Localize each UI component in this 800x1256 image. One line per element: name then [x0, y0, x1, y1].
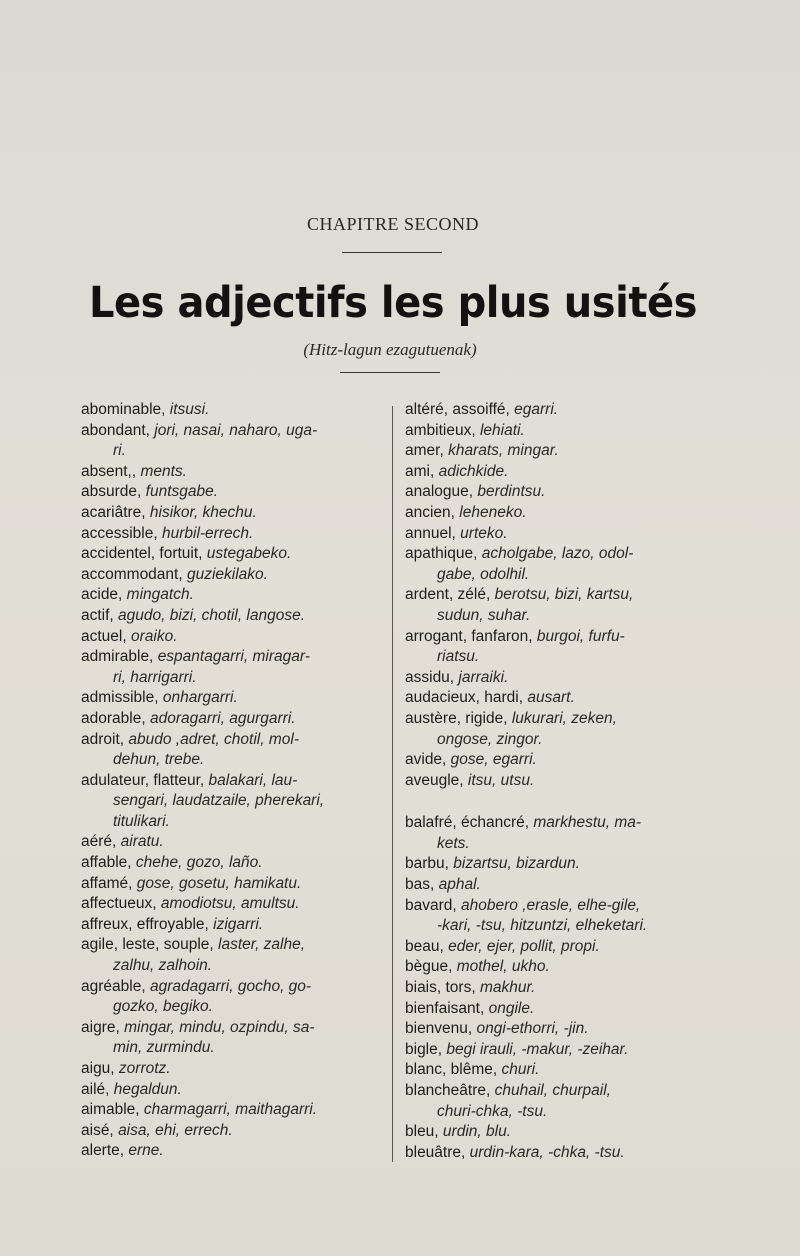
basque-translation: izigarri. — [213, 915, 264, 933]
basque-translation: ri. — [113, 442, 126, 460]
french-word: adulateur, flatteur, — [81, 771, 209, 789]
basque-translation: sudun, suhar. — [437, 606, 531, 624]
french-word: bleuâtre, — [405, 1143, 470, 1161]
entry-line — [405, 957, 703, 978]
basque-translation: gose, gosetu, hamikatu. — [136, 874, 302, 892]
french-word: admirable, — [81, 648, 158, 666]
basque-translation: berotsu, bizi, kartsu, — [494, 586, 634, 604]
french-word: beau, — [405, 937, 449, 955]
basque-translation: mingar, mindu, ozpindu, sa- — [124, 1018, 315, 1036]
entry-line — [81, 915, 381, 936]
basque-translation: leheneko. — [459, 503, 527, 521]
french-word: ambitieux, — [405, 421, 480, 439]
dictionary-entry — [81, 1100, 381, 1121]
basque-translation: kharats, mingar. — [448, 442, 559, 460]
french-word: amer, — [405, 442, 449, 460]
dictionary-entry — [81, 853, 381, 874]
entry-line — [81, 688, 381, 709]
entry-line — [405, 421, 703, 442]
dictionary-entry — [405, 585, 703, 626]
french-word: annuel, — [405, 524, 461, 542]
dictionary-entry — [81, 462, 381, 483]
dictionary-entry — [81, 977, 381, 1018]
basque-translation: egarri. — [514, 401, 559, 418]
dictionary-entry — [81, 1059, 381, 1080]
basque-translation: hegaldun. — [113, 1080, 182, 1098]
french-word: admissible, — [81, 689, 163, 707]
dictionary-entry — [405, 668, 703, 689]
dictionary-entry — [81, 421, 381, 462]
right-column — [405, 400, 703, 1163]
basque-translation: burgoi, furfu- — [536, 627, 625, 645]
entry-line — [405, 1081, 703, 1102]
basque-translation: chuhail, churpail, — [494, 1082, 611, 1099]
entry-line — [81, 832, 381, 853]
entry-line — [81, 462, 381, 483]
dictionary-entry — [81, 1018, 381, 1059]
entry-line — [405, 688, 703, 709]
basque-translation: -kari, -tsu, hitzuntzi, elheketari. — [437, 917, 648, 935]
french-word: affectueux, — [81, 895, 161, 913]
dictionary-entry — [81, 565, 381, 586]
basque-translation: amodiotsu, amultsu. — [160, 895, 300, 913]
basque-translation: lehiati. — [479, 421, 525, 439]
dictionary-entry — [405, 627, 703, 668]
basque-translation: makhur. — [479, 979, 536, 997]
basque-translation: oraiko. — [130, 627, 178, 645]
dictionary-entry — [405, 875, 703, 896]
page-subtitle: (Hitz-lagun ezagutuenak) — [303, 340, 477, 359]
entry-line — [405, 978, 703, 999]
basque-translation: laster, zalhe, — [218, 936, 306, 954]
basque-translation: ongi-ethorri, -jin. — [476, 1020, 589, 1038]
dictionary-entry — [81, 915, 381, 936]
dictionary-entry — [405, 771, 703, 792]
dictionary-entry — [81, 894, 381, 915]
entry-line — [405, 462, 703, 483]
french-word: aigre, — [81, 1018, 125, 1036]
entry-continuation — [405, 730, 703, 751]
entry-line — [405, 585, 703, 606]
french-word: aveugle, — [405, 771, 468, 789]
dictionary-entry — [81, 1141, 381, 1162]
dictionary-entry — [405, 544, 703, 585]
dictionary-entry — [405, 709, 703, 750]
basque-translation: eder, ejer, pollit, propi. — [448, 937, 600, 955]
french-word: abominable, — [81, 401, 170, 418]
dictionary-entry — [405, 896, 703, 937]
basque-translation: charmagarri, maithagarri. — [143, 1101, 318, 1119]
entry-line — [405, 896, 703, 917]
french-word: arrogant, fanfaron, — [405, 627, 537, 645]
dictionary-entry — [81, 730, 381, 771]
entry-continuation — [81, 668, 381, 689]
entry-line — [81, 606, 381, 627]
basque-translation: titulikari. — [113, 812, 170, 830]
basque-translation: begi irauli, -makur, -zeihar. — [446, 1040, 629, 1058]
french-word: biais, tors, — [405, 979, 480, 997]
dictionary-entry — [81, 544, 381, 565]
entry-line — [405, 813, 703, 834]
entry-continuation — [405, 916, 703, 937]
entry-line — [81, 730, 381, 751]
entry-line — [405, 1143, 703, 1164]
dictionary-entry — [81, 585, 381, 606]
entry-line — [81, 709, 381, 730]
entry-line — [81, 585, 381, 606]
basque-translation: hisikor, khechu. — [149, 503, 257, 521]
french-word: affable, — [81, 854, 136, 872]
dictionary-entry — [405, 1019, 703, 1040]
french-word: bienfaisant, — [405, 999, 489, 1017]
dictionary-entry — [405, 1122, 703, 1143]
entry-line — [81, 1141, 381, 1162]
basque-translation: urdin, blu. — [442, 1123, 511, 1141]
french-word: assidu, — [405, 668, 459, 686]
french-word: accessible, — [81, 524, 162, 542]
entry-line — [405, 937, 703, 958]
basque-translation: aisa, ehi, errech. — [118, 1121, 233, 1139]
french-word: agréable, — [81, 977, 150, 995]
entry-line — [81, 524, 381, 545]
right-column-b-group — [405, 813, 703, 1163]
entry-line — [81, 400, 381, 421]
entry-continuation — [405, 565, 703, 586]
basque-translation: adichkide. — [438, 462, 509, 480]
entry-line — [81, 647, 381, 668]
basque-translation: kets. — [437, 834, 470, 852]
entry-line — [405, 854, 703, 875]
french-word: adorable, — [81, 709, 150, 727]
french-word: ardent, zélé, — [405, 586, 495, 604]
entry-line — [81, 894, 381, 915]
dictionary-entry — [405, 978, 703, 999]
french-word: abondant, — [81, 421, 155, 439]
french-word: bigle, — [405, 1040, 447, 1058]
right-column-a-group — [405, 400, 703, 791]
entry-continuation — [81, 1038, 381, 1059]
entry-line — [81, 1059, 381, 1080]
entry-line — [405, 1040, 703, 1061]
left-column — [81, 400, 381, 1162]
entry-continuation — [81, 812, 381, 833]
french-word: affamé, — [81, 874, 137, 892]
entry-continuation — [405, 606, 703, 627]
basque-translation: mothel, ukho. — [456, 958, 550, 976]
dictionary-entry — [405, 813, 703, 854]
french-word: analogue, — [405, 483, 478, 501]
basque-translation: jori, nasai, naharo, uga- — [154, 421, 318, 439]
dictionary-entry — [81, 524, 381, 545]
basque-translation: ongile. — [488, 999, 535, 1017]
basque-translation: churi. — [501, 1061, 540, 1079]
entry-continuation — [405, 647, 703, 668]
dictionary-entry — [81, 1121, 381, 1142]
french-word: bas, — [405, 876, 439, 894]
entry-line — [405, 771, 703, 792]
page-title: Les adjectifs les plus usités — [88, 278, 698, 328]
basque-translation: lukurari, zeken, — [511, 709, 617, 727]
basque-translation: riatsu. — [437, 648, 480, 666]
entry-line — [405, 1060, 703, 1081]
dictionary-entry — [405, 441, 703, 462]
entry-continuation — [81, 441, 381, 462]
basque-translation: acholgabe, lazo, odol- — [481, 545, 634, 563]
basque-translation: guziekilako. — [186, 565, 268, 583]
dictionary-entry — [405, 421, 703, 442]
entry-line — [81, 503, 381, 524]
entry-line — [81, 1018, 381, 1039]
basque-translation: aphal. — [438, 876, 481, 894]
basque-translation: balakari, lau- — [208, 771, 298, 789]
basque-translation: berdintsu. — [477, 483, 546, 501]
basque-translation: itsusi. — [169, 401, 210, 418]
entry-line — [405, 627, 703, 648]
french-word: austère, rigide, — [405, 709, 512, 727]
entry-line — [405, 524, 703, 545]
basque-translation: min, zurmindu. — [113, 1039, 215, 1057]
french-word: accommodant, — [81, 565, 187, 583]
dictionary-entry — [405, 1143, 703, 1164]
entry-line — [81, 1100, 381, 1121]
basque-translation: gose, egarri. — [450, 751, 537, 769]
section-gap — [405, 791, 703, 813]
french-word: absent,, — [81, 462, 141, 480]
entry-continuation — [81, 997, 381, 1018]
dictionary-entry — [81, 482, 381, 503]
french-word: bienvenu, — [405, 1020, 477, 1038]
entry-continuation — [81, 750, 381, 771]
dictionary-entry — [405, 688, 703, 709]
french-word: audacieux, hardi, — [405, 689, 528, 707]
basque-translation: urdin-kara, -chka, -tsu. — [469, 1143, 625, 1161]
basque-translation: onhargarri. — [162, 689, 238, 707]
basque-translation: ri, harrigarri. — [113, 668, 197, 686]
dictionary-entry — [81, 1080, 381, 1101]
column-separator — [392, 406, 393, 1162]
basque-translation: ausart. — [527, 689, 575, 707]
dictionary-entry — [81, 606, 381, 627]
basque-translation: zalhu, zalhoin. — [113, 957, 213, 975]
french-word: aimable, — [81, 1101, 144, 1119]
entry-line — [405, 1122, 703, 1143]
french-word: aisé, — [81, 1121, 119, 1139]
dictionary-entry — [405, 750, 703, 771]
dictionary-entry — [405, 462, 703, 483]
basque-translation: agudo, bizi, chotil, langose. — [118, 606, 306, 624]
dictionary-entry — [405, 400, 703, 421]
basque-translation: chehe, gozo, laño. — [135, 854, 263, 872]
dictionary-entry — [81, 503, 381, 524]
basque-translation: dehun, trebe. — [113, 751, 205, 769]
french-word: alerte, — [81, 1142, 129, 1160]
entry-line — [405, 544, 703, 565]
chapter-heading: CHAPITRE SECOND — [306, 214, 479, 234]
french-word: affreux, effroyable, — [81, 915, 214, 933]
basque-translation: ongose, zingor. — [437, 730, 543, 748]
basque-translation: agradagarri, gocho, go- — [149, 977, 312, 995]
basque-translation: bizartsu, bizardun. — [453, 855, 580, 873]
french-word: actuel, — [81, 627, 131, 645]
french-word: adroit, — [81, 730, 129, 748]
dictionary-entry — [81, 627, 381, 648]
french-word: aéré, — [81, 833, 121, 851]
entry-line — [81, 771, 381, 792]
entry-continuation — [81, 956, 381, 977]
basque-translation: ments. — [140, 462, 187, 480]
basque-translation: espantagarri, miragar- — [157, 648, 310, 666]
entry-line — [405, 400, 703, 421]
entry-line — [81, 874, 381, 895]
dictionary-entry — [81, 935, 381, 976]
dictionary-entry — [405, 999, 703, 1020]
basque-translation: markhestu, ma- — [533, 814, 642, 832]
dictionary-entry — [81, 709, 381, 730]
entry-line — [81, 977, 381, 998]
subtitle-divider — [340, 372, 440, 373]
dictionary-entry — [81, 874, 381, 895]
basque-translation: ustegabeko. — [206, 545, 292, 563]
entry-line — [405, 1019, 703, 1040]
dictionary-entry — [81, 832, 381, 853]
dictionary-entry — [405, 937, 703, 958]
french-word: avide, — [405, 751, 451, 769]
french-word: acide, — [81, 586, 127, 604]
dictionary-entry — [81, 400, 381, 421]
basque-translation: itsu, utsu. — [467, 771, 535, 789]
french-word: acariâtre, — [81, 503, 150, 521]
entry-line — [405, 709, 703, 730]
basque-translation: gozko, begiko. — [113, 998, 213, 1016]
entry-line — [81, 1080, 381, 1101]
dictionary-entry — [81, 771, 381, 833]
basque-translation: abudo ,adret, chotil, mol- — [128, 730, 299, 748]
basque-translation: airatu. — [120, 833, 164, 851]
entry-line — [405, 668, 703, 689]
dictionary-entry — [405, 482, 703, 503]
entry-continuation — [405, 1102, 703, 1123]
french-word: blanc, blême, — [405, 1061, 502, 1079]
basque-translation: zorrotz. — [118, 1060, 171, 1077]
entry-line — [81, 1121, 381, 1142]
basque-translation: mingatch. — [126, 586, 194, 604]
entry-line — [405, 441, 703, 462]
french-word: actif, — [81, 606, 119, 624]
basque-translation: erne. — [128, 1142, 164, 1160]
french-word: aigu, — [81, 1060, 119, 1077]
basque-translation: urteko. — [460, 524, 508, 542]
top-divider — [342, 252, 442, 253]
french-word: ancien, — [405, 503, 460, 521]
entry-line — [405, 750, 703, 771]
french-word: absurde, — [81, 483, 146, 501]
french-word: blancheâtre, — [405, 1082, 495, 1099]
basque-translation: funtsgabe. — [145, 483, 219, 501]
entry-line — [81, 482, 381, 503]
french-word: bègue, — [405, 958, 457, 976]
basque-translation: adoragarri, agurgarri. — [149, 709, 296, 727]
entry-line — [81, 627, 381, 648]
entry-line — [81, 544, 381, 565]
entry-line — [81, 421, 381, 442]
dictionary-entry — [405, 1040, 703, 1061]
dictionary-entry — [405, 524, 703, 545]
entry-line — [405, 999, 703, 1020]
dictionary-entry — [405, 1060, 703, 1081]
basque-translation: churi-chka, -tsu. — [437, 1102, 548, 1120]
dictionary-entry — [405, 854, 703, 875]
french-word: bleu, — [405, 1123, 443, 1141]
entry-line — [81, 853, 381, 874]
entry-continuation — [405, 834, 703, 855]
basque-translation: hurbil-errech. — [161, 524, 254, 542]
french-word: apathique, — [405, 545, 482, 563]
entry-line — [405, 503, 703, 524]
basque-translation: jarraiki. — [458, 668, 509, 686]
french-word: ami, — [405, 462, 439, 480]
entry-continuation — [81, 791, 381, 812]
basque-translation: gabe, odolhil. — [437, 565, 530, 583]
french-word: barbu, — [405, 855, 454, 873]
entry-line — [405, 482, 703, 503]
dictionary-entry — [405, 1081, 703, 1122]
dictionary-entry — [405, 503, 703, 524]
french-word: bavard, — [405, 896, 462, 914]
french-word: ailé, — [81, 1080, 114, 1098]
dictionary-entry — [81, 647, 381, 688]
dictionary-entry — [405, 957, 703, 978]
french-word: agile, leste, souple, — [81, 936, 219, 954]
entry-line — [81, 565, 381, 586]
dictionary-entry — [81, 688, 381, 709]
entry-line — [405, 875, 703, 896]
basque-translation: ahobero ,erasle, elhe-gile, — [461, 896, 641, 914]
entry-line — [81, 935, 381, 956]
french-word: accidentel, fortuit, — [81, 545, 207, 563]
french-word: balafré, échancré, — [405, 814, 534, 832]
french-word: altéré, assoiffé, — [405, 401, 515, 418]
basque-translation: sengari, laudatzaile, pherekari, — [113, 792, 325, 810]
